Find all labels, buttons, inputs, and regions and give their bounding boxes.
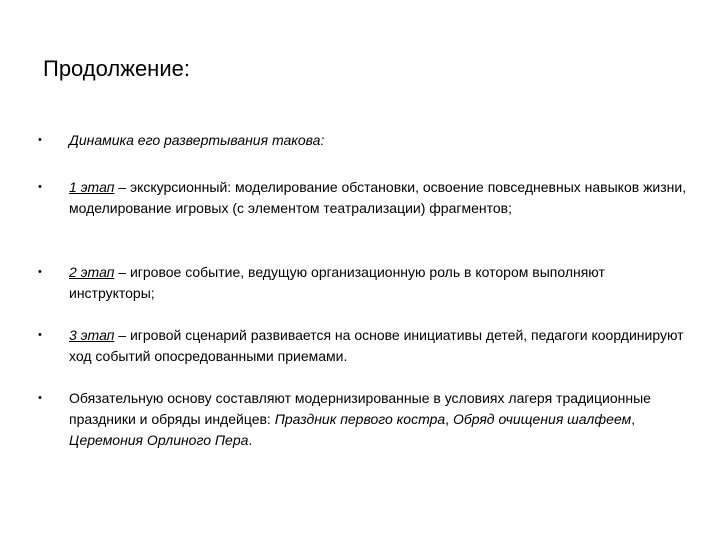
stage-description: – экскурсионный: моделирование обстановки, освоение повседневных навыков жизни, моделирование игровых (с элементом театрализации) фрагментов; [69,179,687,216]
stage-description: – игровое событие, ведущую организационную роль в котором выполняют инструкторы; [69,264,605,301]
separator: , [631,411,636,427]
stage-description: – игровой сценарий развивается на основе инициативы детей, педагоги координируют ход событий опосредованными приемами. [69,327,684,364]
bullet-marker: • [38,134,42,146]
bullet-text [69,177,689,219]
stage-label: 3 этап [69,327,115,343]
traditions-text: Обязательную основу составляют модернизированные в условиях лагеря традиционные праздники и обряды индейцев: [69,390,651,427]
ceremony-eagle-feather: Церемония Орлиного Пера [69,432,249,448]
bullet-marker: • [38,329,42,341]
bullet-marker: • [38,266,42,278]
end-period: . [248,432,253,448]
stage-label: 1 этап [69,179,115,195]
bullet-text [69,262,689,304]
bullet-text [69,388,689,451]
bullet-marker: • [38,392,42,404]
slide-title: Продолжение: [43,56,190,81]
ceremony-sage-cleansing: Обряд очищения шалфеем [452,411,632,427]
bullet-text [69,325,689,367]
separator: , [445,411,453,427]
stage-label: 2 этап [69,264,115,280]
bullet-text: Динамика его развертывания такова: [69,132,325,148]
ceremony-first-fire: Праздник первого костра [274,411,446,427]
bullet-marker: • [38,181,42,193]
